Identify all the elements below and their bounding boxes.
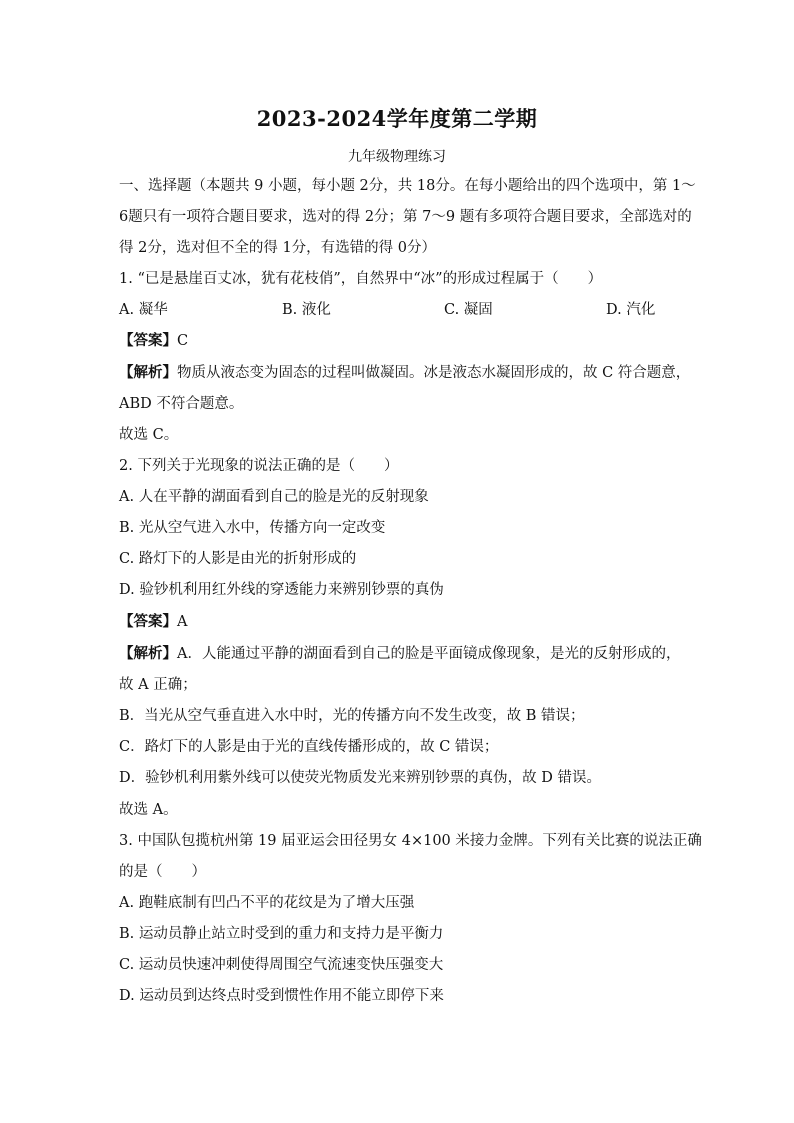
question-1-answer <box>119 331 679 351</box>
question-1-analysis-cont: ABD 不符合题意。 <box>119 396 244 412</box>
page-subtitle: 九年级物理练习 <box>348 149 446 165</box>
question-2-option-b: B. 光从空气进入水中，传播方向一定改变 <box>119 520 386 536</box>
question-2-analysis <box>119 644 679 664</box>
question-3-stem-cont: 的是（ ） <box>119 864 206 880</box>
question-2-analysis-cont: 故 A 正确； <box>119 677 197 693</box>
answer-label: 【答案】 <box>119 332 177 349</box>
question-2-option-d: D. 验钞机利用红外线的穿透能力来辨别钞票的真伪 <box>119 582 444 598</box>
question-2-option-a: A. 人在平静的湖面看到自己的脸是光的反射现象 <box>119 489 429 505</box>
answer-value: C <box>177 333 189 349</box>
analysis-label: 【解析】 <box>119 645 177 662</box>
question-1-option-d: D. 汽化 <box>606 302 656 318</box>
answer-label: 【答案】 <box>119 613 177 630</box>
section-instruction-line: 6题只有一项符合题目要求，选对的得 2分；第 7～9 题有多项符合题目要求，全部选对的 <box>119 209 692 225</box>
page-title: 2023-2024学年度第二学期 <box>256 106 538 131</box>
question-1-analysis <box>119 363 691 383</box>
analysis-text: A．人能通过平静的湖面看到自己的脸是平面镜成像现象，是光的反射形成的， <box>177 646 681 662</box>
question-2-option-c: C. 路灯下的人影是由光的折射形成的 <box>119 551 357 567</box>
question-1-option-b: B. 液化 <box>282 302 331 318</box>
question-3-option-c: C. 运动员快速冲刺使得周围空气流速变快压强变大 <box>119 957 444 973</box>
question-3-stem: 3. 中国队包揽杭州第 19 届亚运会田径男女 4×100 米接力金牌。下列有关比赛的说法正确 <box>119 833 702 849</box>
question-3-option-b: B. 运动员静止站立时受到的重力和支持力是平衡力 <box>119 926 444 942</box>
analysis-label: 【解析】 <box>119 364 177 381</box>
question-2-conclusion: 故选 A。 <box>119 802 178 818</box>
question-3-option-d: D. 运动员到达终点时受到惯性作用不能立即停下来 <box>119 988 444 1004</box>
question-2-analysis-b: B．当光从空气垂直进入水中时，光的传播方向不发生改变，故 B 错误； <box>119 708 585 724</box>
analysis-text: 物质从液态变为固态的过程叫做凝固。冰是液态水凝固形成的，故 C 符合题意， <box>177 365 691 381</box>
question-1-option-c: C. 凝固 <box>444 302 493 318</box>
question-2-analysis-c: C．路灯下的人影是由于光的直线传播形成的，故 C 错误； <box>119 739 499 755</box>
question-1-option-a: A. 凝华 <box>119 302 168 318</box>
question-3-option-a: A. 跑鞋底制有凹凸不平的花纹是为了增大压强 <box>119 895 415 911</box>
section-instruction-line: 一、选择题（本题共 9 小题，每小题 2分，共 18分。在每小题给出的四个选项中，第 1～ <box>119 178 696 194</box>
question-2-answer <box>119 612 679 632</box>
question-1-conclusion: 故选 C。 <box>119 427 179 443</box>
question-1-stem: 1. “已是悬崖百丈冰，犹有花枝俏”，自然界中“冰”的形成过程属于（ ） <box>119 271 603 287</box>
section-instruction-line: 得 2分，选对但不全的得 1分，有选错的得 0分） <box>119 240 437 256</box>
answer-value: A <box>177 614 188 630</box>
question-2-stem: 2. 下列关于光现象的说法正确的是（ ） <box>119 458 399 474</box>
question-2-analysis-d: D．验钞机利用紫外线可以使荧光物质发光来辨别钞票的真伪，故 D 错误。 <box>119 770 601 786</box>
